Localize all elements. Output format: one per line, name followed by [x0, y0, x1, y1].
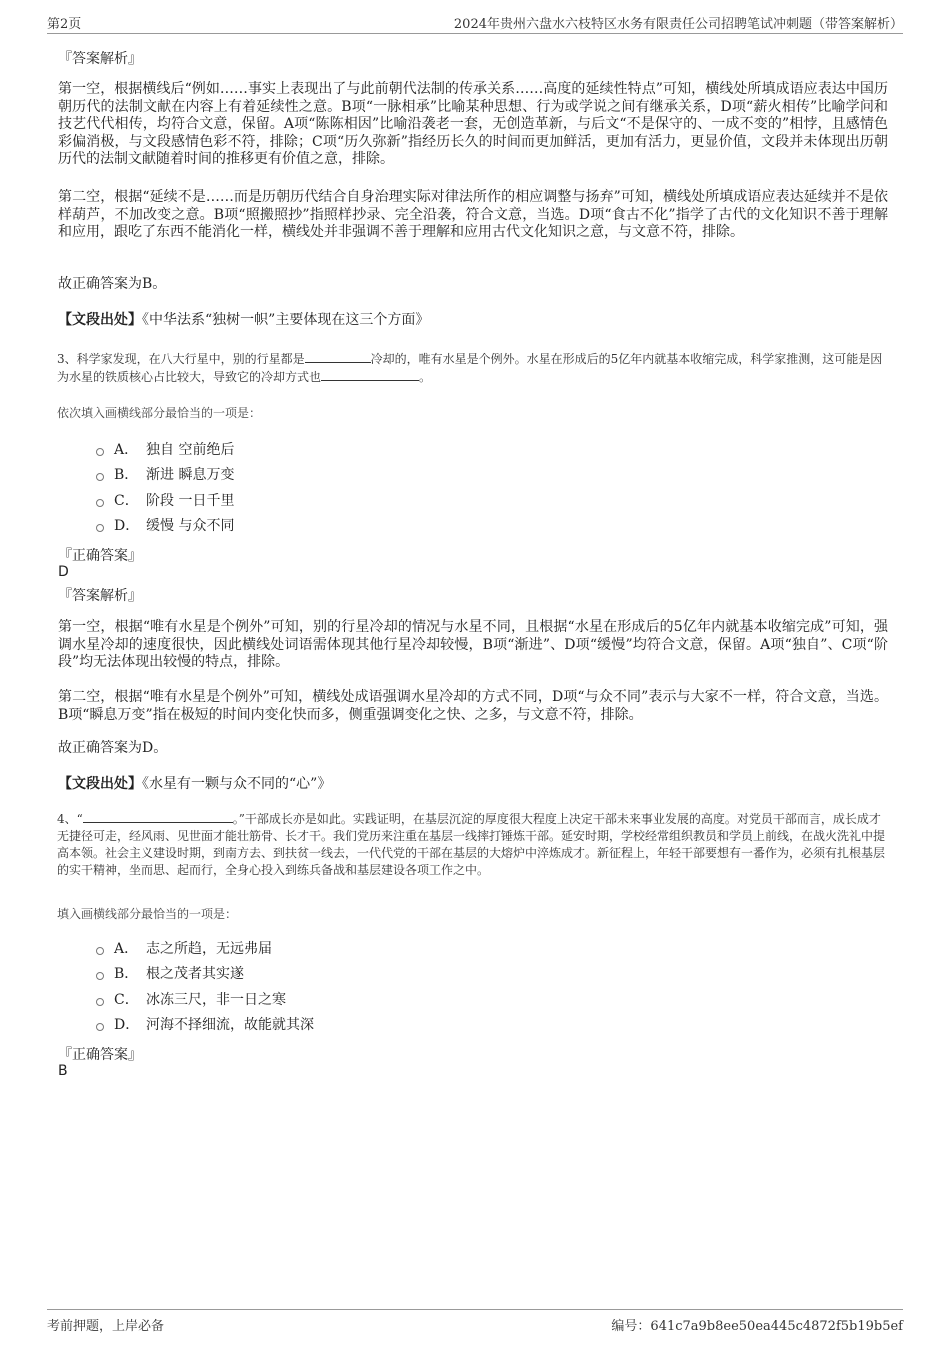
- q3-correct-label: 『正确答案』: [58, 548, 142, 564]
- option-letter: B．: [114, 966, 139, 983]
- q3-blank-2: [321, 368, 419, 381]
- page-footer: [47, 1309, 903, 1333]
- q3-analysis-label: 『答案解析』: [58, 588, 142, 604]
- q3-option-b[interactable]: [96, 462, 234, 488]
- q3-source-title: 《水星有一颗与众不同的“心”》: [142, 776, 332, 792]
- option-letter: D．: [114, 1017, 140, 1034]
- q4-blank: [83, 810, 233, 823]
- q3-blank-1: [305, 350, 371, 363]
- option-letter: A．: [114, 940, 139, 957]
- q4-stem-part-a: 4、“: [57, 812, 83, 826]
- option-text: 河海不择细流，故能就其深: [146, 1017, 314, 1034]
- q3-conclusion: 故正确答案为D。: [58, 740, 168, 756]
- footer-slogan: 考前押题，上岸必备: [47, 1319, 165, 1334]
- q3-stem-part-b: 冷却的，唯有水星是个例外。水星在形成后的5亿年内就基本收缩完成，科学家推测，这可能是因为水星的铁质核心占比较大，导致它的冷却方式也: [57, 352, 883, 384]
- radio-icon[interactable]: [96, 448, 104, 456]
- option-text: 缓慢 与众不同: [146, 518, 235, 535]
- q4-option-b[interactable]: [96, 961, 314, 987]
- q4-correct-answer: B: [58, 1063, 68, 1079]
- q4-options: [96, 935, 314, 1037]
- q4-correct-label: 『正确答案』: [58, 1047, 142, 1063]
- q2-analysis-para-2: 第二空，根据“延续不是……而是历朝历代结合自身治理实际对律法所作的相应调整与扬弃”可知，横线处所填成语应表达延续并不是依样葫芦，不加改变之意。B项“照搬照抄”指照样抄录、完全沿袭，符合文意，当选。D项“食古不化”指学了古代的文化知识不善于理解和应用，跟吃了东西不能消化一样，横线处并非强调不善于理解和应用古代文化知识之意，与文意不符，排除。: [58, 189, 888, 240]
- radio-icon[interactable]: [96, 524, 104, 532]
- option-text: 根之茂者其实遂: [146, 966, 244, 983]
- option-letter: C．: [114, 991, 139, 1008]
- q2-conclusion: 故正确答案为B。: [58, 276, 167, 292]
- q3-source-label: 【文段出处】: [58, 776, 142, 792]
- q2-analysis-label: 『答案解析』: [58, 51, 142, 67]
- q3-source: [58, 773, 331, 793]
- option-letter: B．: [114, 467, 139, 484]
- option-text: 渐进 瞬息万变: [146, 467, 235, 484]
- q3-stem-part-a: 3、科学家发现，在八大行星中，别的行星都是: [57, 352, 305, 366]
- q4-stem: [57, 810, 892, 879]
- q3-analysis-para-2: 第二空，根据“唯有水星是个例外”可知，横线处成语强调水星冷却的方式不同，D项“与众不同”表示与大家不一样，符合文意，当选。B项“瞬息万变”指在极短的时间内变化快而多，侧重强调变化之快、之多，与文意不符，排除。: [58, 689, 888, 723]
- radio-icon[interactable]: [96, 998, 104, 1006]
- q2-source-title: 《中华法系“独树一帜”主要体现在这三个方面》: [142, 312, 430, 328]
- radio-icon[interactable]: [96, 499, 104, 507]
- q2-source: [58, 309, 429, 329]
- q4-prompt: 填入画横线部分最恰当的一项是：: [57, 907, 238, 921]
- q3-stem-part-c: 。: [419, 370, 432, 384]
- page-header: [47, 13, 903, 34]
- option-text: 冰冻三尺，非一日之寒: [146, 991, 286, 1008]
- q4-option-d[interactable]: [96, 1012, 314, 1038]
- option-text: 独自 空前绝后: [146, 441, 235, 458]
- option-letter: C．: [114, 492, 139, 509]
- option-text: 志之所趋，无远弗届: [146, 940, 272, 957]
- document-title: 2024年贵州六盘水六枝特区水务有限责任公司招聘笔试冲刺题（带答案解析）: [453, 17, 903, 32]
- q2-analysis-para-1: 第一空，根据横线后“例如……事实上表现出了与此前朝代法制的传承关系……高度的延续性特点”可知，横线处所填成语应表达中国历朝历代的法制文献在内容上有着延续性之意。B项“一脉相承”比喻某种思想、行为或学说之间有继承关系，D项“薪火相传”比喻学问和技艺代代相传，均符合文意，保留。A项“陈陈相因”比喻沿袭老一套，无创造革新，与后文“不是保守的、一成不变的”相悖，且感情色彩偏消极，与文段感情色彩不符，排除；C项“历久弥新”指经历长久的时间而更加鲜活，更加有活力，更显价值，文段并未体现出历朝历代的法制文献随着时间的推移更有价值之意，排除。: [58, 81, 888, 167]
- q3-prompt: 依次填入画横线部分最恰当的一项是：: [57, 406, 262, 420]
- q4-option-c[interactable]: [96, 986, 314, 1012]
- q3-stem: [57, 350, 892, 386]
- radio-icon[interactable]: [96, 947, 104, 955]
- option-text: 阶段 一日千里: [146, 492, 235, 509]
- radio-icon[interactable]: [96, 1023, 104, 1031]
- q3-analysis-para-1: 第一空，根据“唯有水星是个例外”可知，别的行星冷却的情况与水星不同，且根据“水星在形成后的5亿年内就基本收缩完成”可知，强调水星冷却的速度很快，因此横线处词语需体现其他行星冷却较慢，B项“渐进”、D项“缓慢”均符合文意，保留。A项“独自”、C项“阶段”均无法体现出较慢的特点，排除。: [58, 619, 888, 670]
- q3-option-c[interactable]: [96, 487, 234, 513]
- option-letter: A．: [114, 441, 139, 458]
- q3-option-a[interactable]: [96, 436, 234, 462]
- option-letter: D．: [114, 518, 140, 535]
- q3-correct-answer: D: [58, 564, 69, 580]
- document-code: 编号：641c7a9b8ee50ea445c4872f5b19b5ef: [611, 1319, 903, 1334]
- q3-option-d[interactable]: [96, 513, 234, 539]
- page-number: 第2页: [47, 17, 82, 32]
- q2-source-label: 【文段出处】: [58, 312, 142, 328]
- radio-icon[interactable]: [96, 473, 104, 481]
- q4-stem-part-b: 。”干部成长亦是如此。实践证明，在基层沉淀的厚度很大程度上决定干部未来事业发展的高度。对党员干部而言，成长成才无捷径可走，经风雨、见世面才能壮筋骨、长才干。我们党历来注重在基层一线摔打锤炼干部。延安时期，学校经常组织教员和学员上前线，在战火洗礼中提高本领。社会主义建设时期，到南方去、到扶贫一线去，一代代党的干部在基层的大熔炉中淬炼成才。新征程上，年轻干部要想有一番作为，必须有扎根基层的实干精神，坐而思、起而行，全身心投入到练兵备战和基层建设各项工作之中。: [57, 812, 886, 877]
- q3-options: [96, 436, 234, 538]
- q4-option-a[interactable]: [96, 935, 314, 961]
- radio-icon[interactable]: [96, 972, 104, 980]
